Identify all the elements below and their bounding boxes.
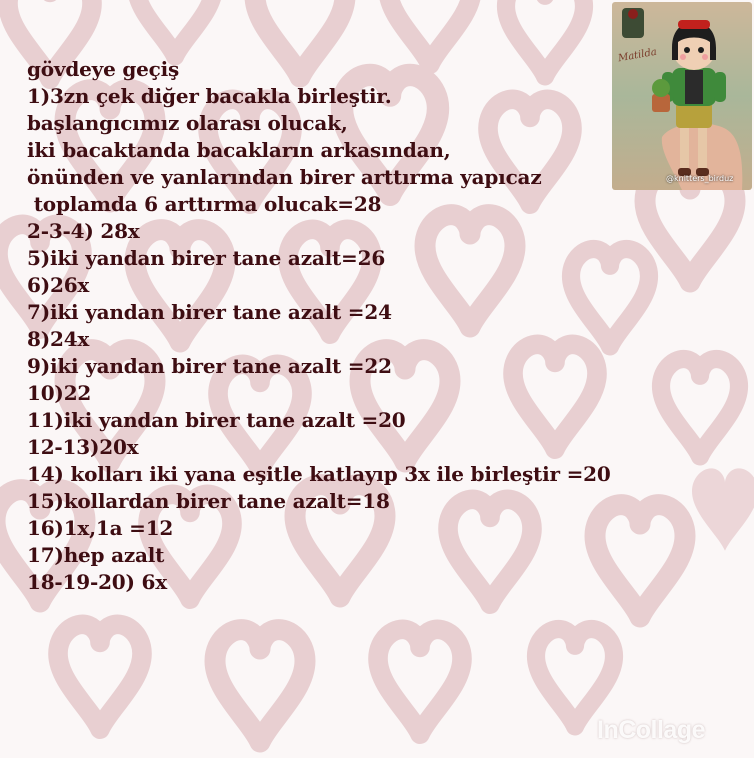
doll-name-label: Matilda <box>617 46 658 65</box>
pattern-line: toplamda 6 arttırma olucak=28 <box>27 192 382 216</box>
crochet-pattern-text <box>27 56 611 596</box>
pattern-line: 18-19-20) 6x <box>27 570 167 594</box>
pattern-line: 15)kollardan birer tane azalt=18 <box>27 489 390 513</box>
pattern-line: önünden ve yanlarından birer arttırma yapıcaz <box>27 165 542 189</box>
pattern-line: 10)22 <box>27 381 92 405</box>
doll-illustration <box>612 2 752 190</box>
pattern-line: 11)iki yandan birer tane azalt =20 <box>27 408 406 432</box>
photo-credit: @knitters_birduz <box>666 174 734 183</box>
pattern-line: 2-3-4) 28x <box>27 219 140 243</box>
pattern-line: 8)24x <box>27 327 90 351</box>
pattern-line: 12-13)20x <box>27 435 139 459</box>
amigurumi-doll-photo <box>612 2 752 190</box>
pattern-line: gövdeye geçiş <box>27 57 180 81</box>
pattern-line: 9)iki yandan birer tane azalt =22 <box>27 354 392 378</box>
pattern-line: 7)iki yandan birer tane azalt =24 <box>27 300 392 324</box>
pattern-line: 16)1x,1a =12 <box>27 516 174 540</box>
pattern-line: 5)iki yandan birer tane azalt=26 <box>27 246 386 270</box>
pattern-line: iki bacaktanda bacakların arkasından, <box>27 138 451 162</box>
incollage-watermark: InCollage <box>597 716 706 744</box>
pattern-line: 1)3zn çek diğer bacakla birleştir. <box>27 84 392 108</box>
pattern-line: 14) kolları iki yana eşitle katlayıp 3x ile birleştir =20 <box>27 462 611 486</box>
pattern-line: başlangıcımız olarası olucak, <box>27 111 348 135</box>
pattern-line: 17)hep azalt <box>27 543 165 567</box>
pattern-line: 6)26x <box>27 273 90 297</box>
